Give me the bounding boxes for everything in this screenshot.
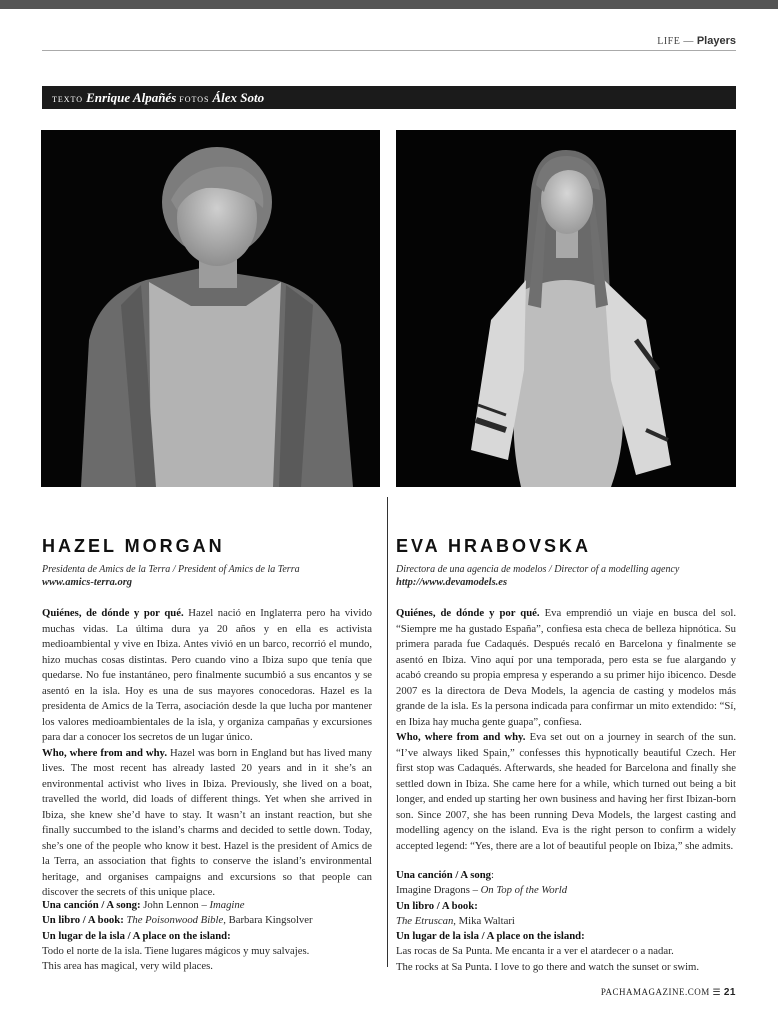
profile-es-paragraph	[396, 606, 736, 730]
es-heading: Quiénes, de dónde y por qué.	[396, 607, 540, 619]
footer-menu-icon: ☰	[712, 987, 722, 997]
song-label: Una canción / A song	[396, 869, 492, 881]
profile-hazel-morgan	[42, 535, 372, 901]
credits-bar	[42, 86, 736, 109]
profile-body	[396, 606, 736, 854]
profile-eva-hrabovska	[396, 535, 736, 854]
book-label: Un libro / A book:	[42, 914, 124, 927]
place-label: Un lugar de la isla / A place on the island:	[42, 929, 231, 942]
portrait-eva-hrabovska	[396, 130, 736, 487]
section-prefix: LIFE —	[657, 36, 694, 47]
book-title: The Poisonwood Bible	[126, 914, 224, 927]
place-es: Todo el norte de la isla. Tiene lugares mágicos y muy salvajes.	[42, 944, 310, 957]
en-text: Hazel was born in England but has lived many lives. The most recent has already lasted 20 years and in it she’s an environmental activist who lives in Ibiza. Previously, she lived on a boat, travelled the world, did loads of different things. Yet when she arrived in Ibiza, she knew she’d have to stay. It wasn’t an instant reaction, but she finally succumbed to the island’s charms and decided to settle down. Today, she’s one of the people who know it best. Hazel is the president of Amics de la Terra, an association that fights to conserve the island’s environmental heritage, and organises campaigns and excursions so that people can discover the secrets of this unique place.	[42, 746, 373, 898]
en-heading: Who, where from and why.	[42, 746, 167, 759]
place-label-line	[396, 929, 699, 944]
song-label: Una canción / A song:	[42, 899, 141, 911]
es-heading: Quiénes, de dónde y por qué.	[42, 607, 184, 619]
place-en: This area has magical, very wild places.	[42, 960, 213, 973]
book-author: , Barbara Kingsolver	[223, 914, 313, 927]
photo-credit-author: Álex Soto	[212, 90, 265, 105]
section-header	[657, 35, 736, 47]
book-title: The Etruscan	[396, 914, 454, 927]
profile-en-paragraph	[396, 730, 736, 854]
book-label: Un libro / A book:	[396, 899, 478, 912]
favorites-eva	[396, 868, 699, 975]
person-role: Directora de una agencia de modelos / Director of a modelling agency	[396, 564, 680, 575]
text-credit-author: Enrique Alpañés	[86, 90, 177, 105]
footer-site: PACHAMAGAZINE.COM	[600, 987, 710, 997]
song-line	[396, 883, 699, 898]
person-website-link[interactable]: http://www.devamodels.es	[396, 577, 508, 588]
es-text: Eva emprendió un viaje en busca del sol. “Siempre me ha gustado España”, confiesa esta checa de belleza hipnótica. Su primera parada fue Cadaqués. Después recaló en Barcelona y finalmente se asentó en Ibiza. Vino aquí por una temporada, pero esta se fue alargando y acabó creando su propia empresa y esperando a su primer hijo ibicenco. Desde 2007 es la directora de Deva Models, la agencia de casting y modelos más grande de la isla. Es la persona indicada para confirmar un mito extendido: “Sí, en Ibiza hay mucha gente guapa”, confiesa.	[396, 607, 736, 728]
song-artist: John Lennon –	[143, 899, 207, 911]
book-author: , Mika Waltari	[453, 914, 515, 927]
place-label: Un lugar de la isla / A place on the island:	[396, 930, 585, 943]
place-label-line	[42, 929, 313, 944]
song-line	[42, 898, 313, 913]
en-heading: Who, where from and why.	[396, 731, 526, 743]
portrait-hazel-morgan	[41, 130, 380, 487]
person-name: EVA HRABOVSKA	[396, 536, 592, 556]
top-edge-bar	[0, 0, 778, 9]
profile-es-paragraph	[42, 606, 372, 746]
text-credit-label: TEXTO	[52, 95, 84, 104]
book-line	[396, 914, 699, 929]
person-website-link[interactable]: www.amics-terra.org	[42, 577, 133, 588]
favorites-hazel	[42, 898, 313, 974]
song-title: Imagine	[209, 899, 245, 911]
section-name: Players	[696, 35, 736, 47]
book-label-line	[396, 899, 699, 914]
profile-en-paragraph	[42, 746, 372, 901]
page-number: 21	[723, 987, 736, 998]
column-divider	[387, 497, 388, 967]
person-role: Presidenta de Amics de la Terra / President of Amics de la Terra	[42, 564, 300, 575]
song-artist: Imagine Dragons –	[396, 884, 478, 897]
song-label-line: Una canción / A song:	[396, 869, 495, 881]
profile-body	[42, 606, 372, 901]
book-line	[42, 913, 313, 928]
header-rule	[42, 50, 736, 51]
song-title: On Top of the World	[480, 884, 568, 897]
place-en: The rocks at Sa Punta. I love to go there and watch the sunset or swim.	[396, 960, 700, 973]
page-footer	[601, 987, 736, 998]
place-es: Las rocas de Sa Punta. Me encanta ir a ver el atardecer o a nadar.	[396, 945, 674, 958]
es-text: Hazel nació en Inglaterra pero ha vivido muchas vidas. La última dura ya 20 años y en ella es activista medioambiental y vive en Ibiza. Antes vivió en un barco, recorrió el mundo, hizo muchas cosas distintas. Pero cuando vino a Ibiza supo que tenía que quedarse. No fue instantáneo, pero finalmente sucumbió a sus encantos y se asentó en la isla. Hoy es una de sus mayores conocedoras. Hazel es la presidenta de Amics de la Terra, asociación desde la que lucha por mantener los valores medioambientales de la isla, y organiza campañas y excursiones para dar a conocer los secretos de un lugar único.	[42, 607, 373, 743]
en-text: Eva set out on a journey in search of the sun. “I’ve always liked Spain,” confesses this hypnotically beautiful Czech. Her first stop was Cadaqués. Afterwards, she headed for Barcelona and finally she settled down in Ibiza. She came here for a while, which turned out being a bit longer, and ended up starting her own business and having her first Ibizan-born son. Since 2007, she has been running Deva Models, the largest casting and modelling agency on the island. Eva is the right person to confirm a widely accepted legend: “Yes, there are a lot of beautiful people on Ibiza,” she admits.	[396, 731, 737, 852]
photo-credit-label: FOTOS	[179, 95, 210, 104]
person-name: HAZEL MORGAN	[42, 536, 225, 556]
